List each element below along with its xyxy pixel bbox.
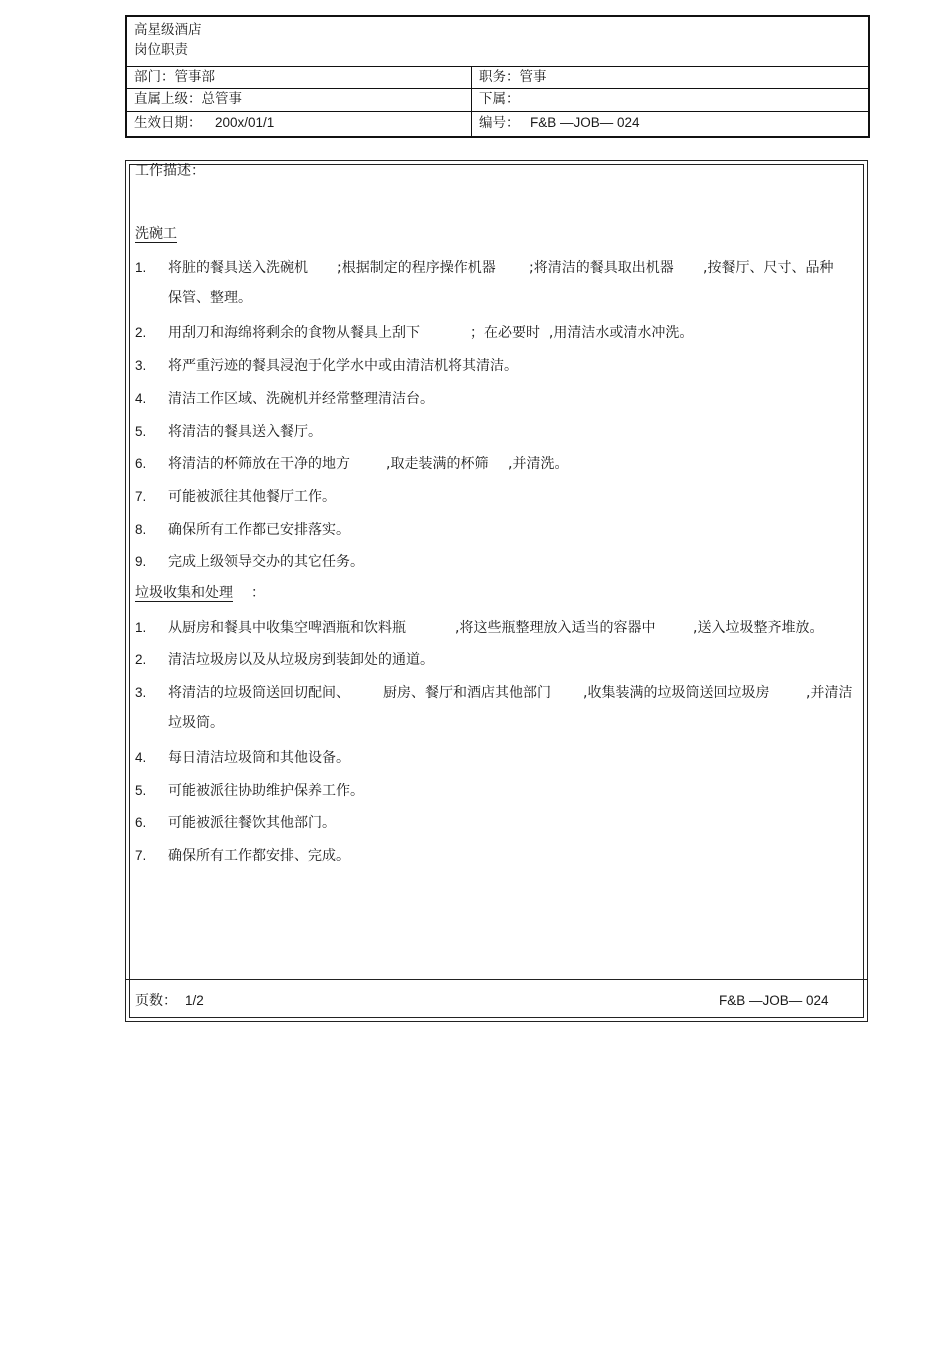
item-number: 2. (135, 325, 147, 340)
hotel-name: 高星级酒店 (134, 22, 202, 38)
position: 职务：管事 (479, 69, 547, 85)
item-number: 1. (135, 260, 147, 275)
item-number: 9. (135, 554, 147, 569)
row-divider (127, 88, 868, 89)
list-item: 将清洁的餐具送入餐厅。 (168, 424, 322, 440)
list-item: 将清洁的杯筛放在干净的地方 (168, 456, 350, 472)
list-item: 确保所有工作都安排、完成。 (168, 848, 350, 864)
list-item: 将清洁的垃圾筒送回切配间、 (168, 685, 350, 701)
list-item: ;将清洁的餐具取出机器 (529, 260, 674, 276)
list-item: 保管、整理。 (168, 290, 252, 306)
list-item: 清洁垃圾房以及从垃圾房到装卸处的通道。 (168, 652, 434, 668)
effective-date-label: 生效日期： (134, 115, 202, 131)
item-number: 5. (135, 783, 147, 798)
description-label: 工作描述： (135, 163, 205, 179)
list-item: ；在必要时 ,用清洁水或清水冲洗。 (470, 325, 694, 341)
footer-divider (126, 979, 867, 980)
list-item: ,送入垃圾整齐堆放。 (693, 620, 824, 636)
row-divider (127, 66, 868, 67)
list-item: 确保所有工作都已安排落实。 (168, 522, 350, 538)
list-item: ,并清洁 (806, 685, 853, 701)
list-item: 厨房、餐厅和酒店其他部门 (383, 685, 551, 701)
footer-code: F&B —JOB— 024 (719, 993, 829, 1008)
document-type: 岗位职责 (134, 42, 188, 58)
section-title-garbage: 垃圾收集和处理 (135, 585, 233, 601)
list-item: 将严重污迹的餐具浸泡于化学水中或由清洁机将其清洁。 (168, 358, 518, 374)
section-title-dishwasher: 洗碗工 (135, 226, 177, 242)
item-number: 6. (135, 456, 147, 471)
document-code: F&B —JOB— 024 (530, 115, 640, 130)
header-table (125, 15, 870, 138)
list-item: 可能被派往其他餐厅工作。 (168, 489, 336, 505)
list-item: ,按餐厅、尺寸、品种 (703, 260, 834, 276)
list-item: ,将这些瓶整理放入适当的容器中 (455, 620, 656, 636)
list-item: ,并清洗。 (508, 456, 569, 472)
item-number: 4. (135, 750, 147, 765)
list-item: 用刮刀和海绵将剩余的食物从餐具上刮下 (168, 325, 420, 341)
item-number: 4. (135, 391, 147, 406)
item-number: 3. (135, 685, 147, 700)
section-title-colon: ： (251, 585, 265, 601)
item-number: 8. (135, 522, 147, 537)
page-count: 1/2 (185, 993, 204, 1008)
list-item: 将脏的餐具送入洗碗机 (168, 260, 308, 276)
effective-date: 200x/01/1 (215, 115, 275, 130)
item-number: 3. (135, 358, 147, 373)
list-item: 完成上级领导交办的其它任务。 (168, 554, 364, 570)
code-label: 编号： (479, 115, 520, 131)
item-number: 2. (135, 652, 147, 667)
item-number: 5. (135, 424, 147, 439)
item-number: 7. (135, 848, 147, 863)
list-item: ;根据制定的程序操作机器 (337, 260, 496, 276)
item-number: 1. (135, 620, 147, 635)
list-item: 可能被派往餐饮其他部门。 (168, 815, 336, 831)
list-item: ,取走装满的杯筛 (386, 456, 489, 472)
subordinate: 下属： (479, 91, 520, 107)
list-item: 从厨房和餐具中收集空啤酒瓶和饮料瓶 (168, 620, 406, 636)
list-item: 垃圾筒。 (168, 715, 224, 731)
list-item: 每日清洁垃圾筒和其他设备。 (168, 750, 350, 766)
list-item: 可能被派往协助维护保养工作。 (168, 783, 364, 799)
page-count-label: 页数： (135, 993, 177, 1009)
department: 部门：管事部 (134, 69, 215, 85)
direct-superior: 直属上级：总管事 (134, 91, 242, 107)
list-item: ,收集装满的垃圾筒送回垃圾房 (583, 685, 770, 701)
column-divider (471, 66, 472, 136)
row-divider (127, 111, 868, 112)
list-item: 清洁工作区域、洗碗机并经常整理清洁台。 (168, 391, 434, 407)
item-number: 7. (135, 489, 147, 504)
item-number: 6. (135, 815, 147, 830)
